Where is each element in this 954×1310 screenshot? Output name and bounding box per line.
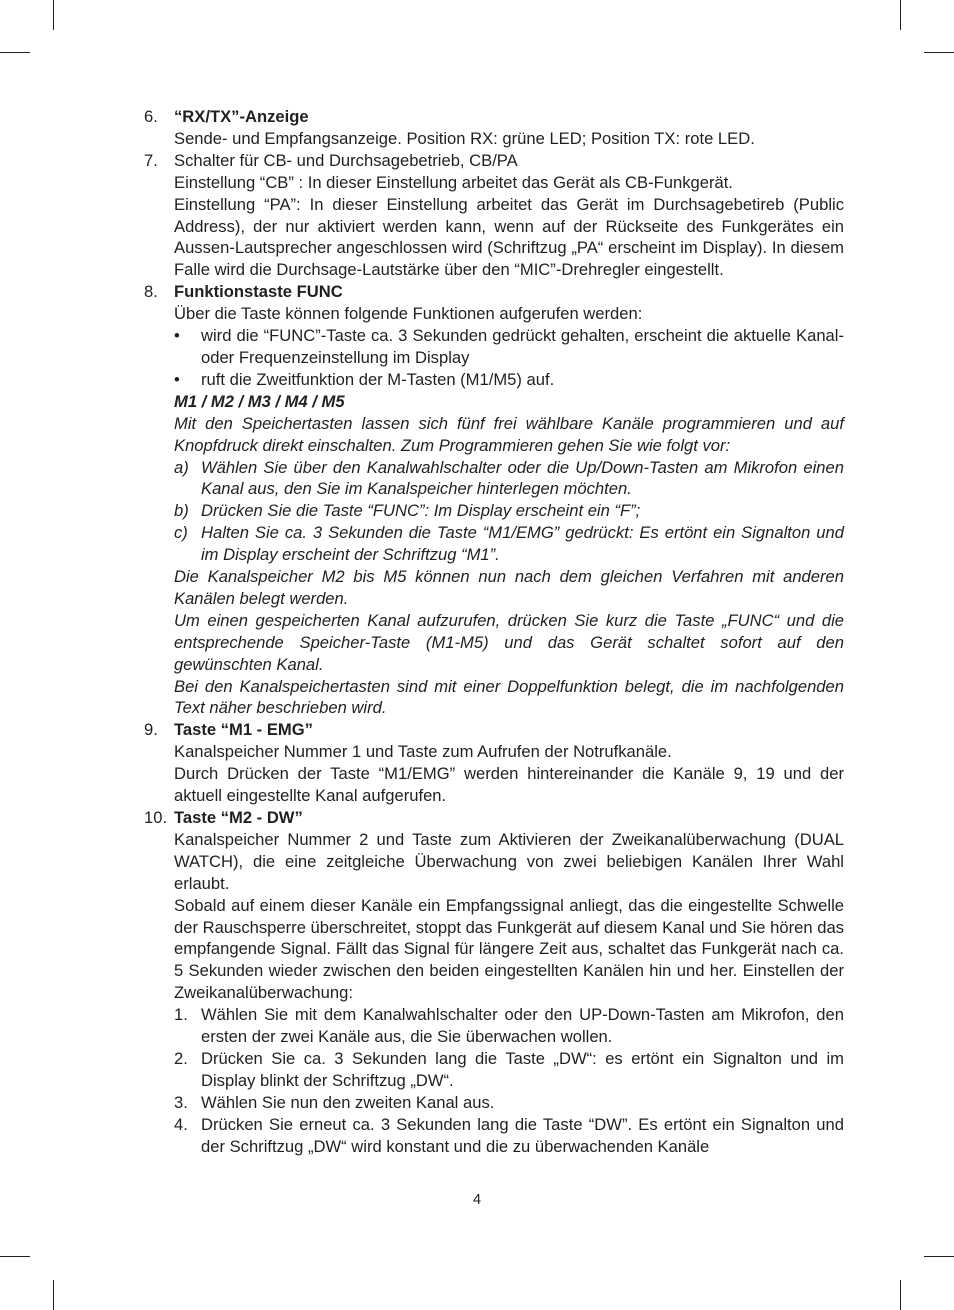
item-title: Taste “M1 - EMG” — [174, 720, 313, 740]
item-text: Die Kanalspeicher M2 bis M5 können nun nach dem gleichen Verfahren mit anderen Kanälen belegt werden. — [174, 567, 844, 608]
item-number: 8. — [144, 282, 158, 302]
step-item — [174, 1092, 844, 1114]
step-marker: c) — [174, 523, 188, 543]
item-text: Sobald auf einem dieser Kanäle ein Empfangssignal anliegt, das die eingestellte Schwelle der Rauschsperre überschreitet, stoppt das Funkgerät auf diesem Kanal und Sie hören das empfangende Signal. Fällt das Signal für längere Zeit aus, schaltet das Funkgerät nach ca. 5 Sekunden wieder zwischen den beiden eingestellten Kanälen hin und her. Einstellen der Zweikanalüberwachung: — [174, 895, 844, 1003]
step-text: Drücken Sie die Taste “FUNC”: Im Display erscheint ein “F”; — [201, 501, 641, 521]
item-text: Kanalspeicher Nummer 1 und Taste zum Aufrufen der Notrufkanäle. — [174, 742, 672, 762]
crop-mark-top-right-h — [924, 52, 954, 53]
subsection-title: M1 / M2 / M3 / M4 / M5 — [174, 391, 345, 411]
item-text: Über die Taste können folgende Funktionen aufgerufen werden: — [174, 304, 643, 324]
bullet-text: wird die “FUNC”-Taste ca. 3 Sekunden gedrückt gehalten, erscheint die aktuelle Kanal- oder Frequenzeinstellung im Display — [201, 326, 844, 367]
step-marker: 1. — [174, 1005, 188, 1025]
item-text: Sende- und Empfangsanzeige. Position RX: grüne LED; Position TX: rote LED. — [174, 128, 755, 148]
item-title: Schalter für CB- und Durchsagebetrieb, CB/PA — [174, 150, 518, 170]
item-number: 10. — [144, 808, 168, 827]
bullet-marker: • — [174, 326, 180, 346]
step-item — [174, 1004, 844, 1048]
item-number: 7. — [144, 150, 158, 170]
crop-mark-bottom-left-h — [0, 1256, 30, 1257]
step-item — [174, 522, 844, 566]
item-text: Kanalspeicher Nummer 2 und Taste zum Aktivieren der Zweikanalüberwachung (DUAL WATCH), die eine zeitgleiche Überwachung von zwei beliebigen Kanälen Ihrer Wahl erlaubt. — [174, 829, 844, 893]
item-8 — [144, 281, 844, 719]
crop-mark-top-right-v — [900, 0, 901, 30]
step-text: Wählen Sie mit dem Kanalwahlschalter oder den UP-Down-Tasten am Mikrofon, den ersten der zwei Kanäle aus, die Sie überwachen wollen. — [201, 1005, 844, 1047]
item-text: Um einen gespeicherten Kanal aufzurufen, drücken Sie kurz die Taste „FUNC“ und die entsprechende Speicher-Taste (M1-M5) und das Gerät schaltet sofort auf den gewünschten Kanal. — [174, 610, 844, 674]
item-text: Mit den Speichertasten lassen sich fünf frei wählbare Kanäle programmieren und auf Knopfdruck direkt einschalten. Zum Programmieren gehen Sie wie folgt vor: — [174, 413, 844, 455]
bullet-marker: • — [174, 369, 180, 389]
step-text: Halten Sie ca. 3 Sekunden die Taste “M1/EMG” gedrückt: Es ertönt ein Signalton und im Display erscheint der Schriftzug “M1”. — [201, 523, 844, 565]
step-marker: 3. — [174, 1092, 188, 1112]
crop-mark-bottom-right-h — [924, 1256, 954, 1257]
step-item — [174, 1048, 844, 1092]
step-item — [174, 457, 844, 501]
item-7 — [144, 150, 844, 281]
step-marker: 2. — [174, 1048, 188, 1068]
step-item — [174, 500, 844, 522]
bullet-text: ruft die Zweitfunktion der M-Tasten (M1/M5) auf. — [201, 369, 555, 389]
item-number: 9. — [144, 720, 158, 740]
item-10 — [144, 807, 844, 1158]
crop-mark-top-left-v — [53, 0, 54, 30]
crop-mark-bottom-right-v — [900, 1280, 901, 1310]
item-title: “RX/TX”-Anzeige — [174, 107, 309, 126]
step-text: Wählen Sie über den Kanalwahlschalter oder die Up/Down-Tasten am Mikrofon einen Kanal aus, den Sie im Kanalspeicher hinterlegen möchten. — [201, 457, 844, 499]
item-number: 6. — [144, 107, 158, 126]
step-marker: b) — [174, 501, 189, 521]
step-marker: a) — [174, 457, 189, 477]
step-text: Drücken Sie erneut ca. 3 Sekunden lang die Taste “DW”. Es ertönt ein Signalton und der Schriftzug „DW“ wird konstant und die zu überwachenden Kanäle — [201, 1114, 844, 1156]
bullet-item — [174, 369, 844, 391]
item-title: Funktionstaste FUNC — [174, 282, 343, 302]
step-item — [174, 1114, 844, 1158]
item-text: Durch Drücken der Taste “M1/EMG” werden hintereinander die Kanäle 9, 19 und der aktuell eingestellte Kanal aufgerufen. — [174, 764, 844, 806]
step-text: Drücken Sie ca. 3 Sekunden lang die Taste „DW“: es ertönt ein Signalton und im Display blinkt der Schriftzug „DW“. — [201, 1048, 844, 1090]
crop-mark-top-left-h — [0, 52, 30, 53]
crop-mark-bottom-left-v — [53, 1280, 54, 1310]
step-text: Wählen Sie nun den zweiten Kanal aus. — [201, 1092, 495, 1112]
item-text: Einstellung “CB” : In dieser Einstellung arbeitet das Gerät als CB-Funkgerät. — [174, 172, 733, 192]
item-text: Bei den Kanalspeichertasten sind mit einer Doppelfunktion belegt, die im nachfolgenden Text näher beschrieben wird. — [174, 676, 844, 718]
step-marker: 4. — [174, 1114, 188, 1134]
item-9 — [144, 719, 844, 807]
item-text: Einstellung “PA”: In dieser Einstellung arbeitet das Gerät im Durchsagebetireb (Public Address), der nur aktiviert werden kann, wenn auf der Rückseite des Funkgerätes ein Aussen-Lautsprecher angeschlossen wird (Schriftzug „PA“ erscheint im Display). In diesem Falle wird die Durchsage-Lautstärke über den “MIC”-Drehregler eingestellt. — [174, 194, 844, 280]
manual-content — [144, 106, 844, 1158]
item-title: Taste “M2 - DW” — [174, 808, 303, 827]
item-6 — [144, 106, 844, 150]
page-number: 4 — [472, 1192, 482, 1208]
bullet-item — [174, 325, 844, 369]
